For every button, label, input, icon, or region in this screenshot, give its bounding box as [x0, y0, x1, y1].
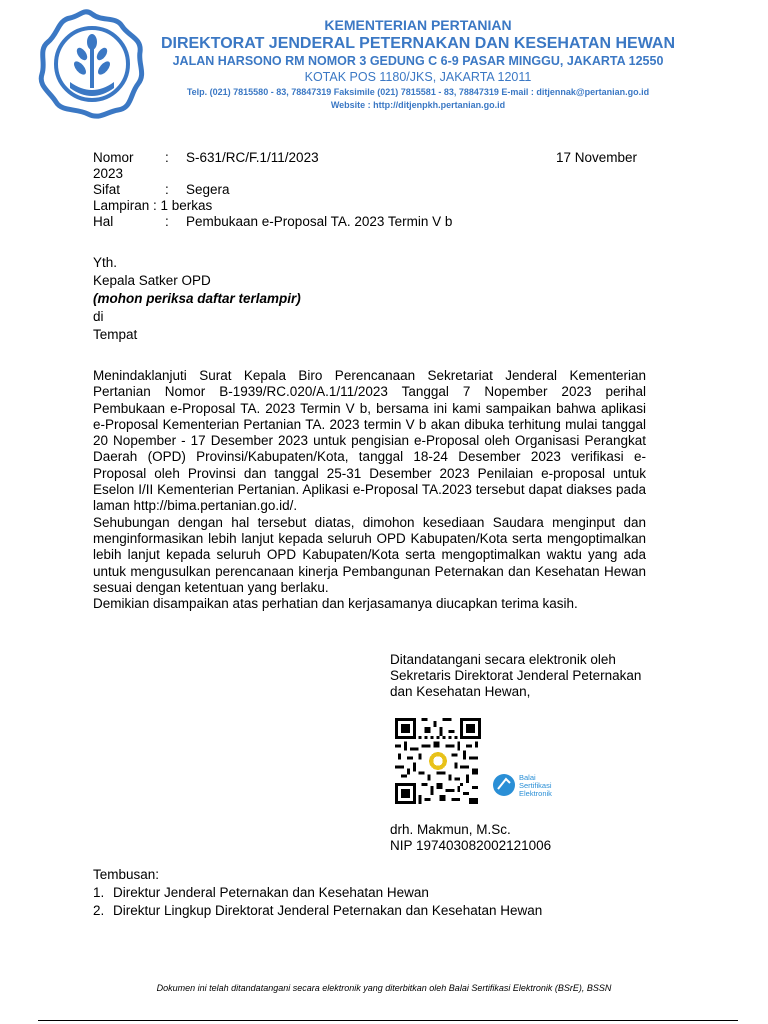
contact-info: Telp. (021) 7815580 - 83, 78847319 Faksimile (021) 7815581 - 83, 78847319 E-mail : ditjennak@pertanian.go.id	[186, 87, 650, 97]
website: Website : http://ditjenpkh.pertanian.go.id	[330, 100, 506, 110]
cc-item-text: Direktur Lingkup Direktorat Jenderal Peternakan dan Kesehatan Hewan	[113, 903, 543, 918]
cc-item-number: 1.	[93, 885, 105, 900]
sifat-colon: :	[165, 182, 169, 197]
signature-line-2: Sekretaris Direktorat Jenderal Peternakan	[390, 668, 642, 683]
hal-colon: :	[165, 214, 169, 229]
cc-item-text: Direktur Jenderal Peternakan dan Kesehatan Hewan	[113, 885, 429, 900]
bsre-logo-icon	[492, 769, 572, 801]
cc-item-number: 2.	[93, 903, 105, 918]
nomor-value: S-631/RC/F.1/11/2023	[186, 150, 319, 165]
carbon-copy-block	[93, 866, 542, 920]
sifat-label: Sifat	[93, 182, 121, 197]
body-paragraph-1: Menindaklanjuti Surat Kepala Biro Perencanaan Sekretariat Jenderal Kementerian Pertanian Nomor B-1939/RC.020/A.1/11/2023 Tanggal 7 Nopember 2023 perihal Pembukaan e-Proposal TA. 2023 Termin V b, bersama ini kami sampaikan bahwa aplikasi e-Proposal Kementerian Pertanian TA. 2023 termin V b akan dibuka terhitung mulai tanggal 20 Nopember - 17 Desember 2023 untuk pengisian e-Proposal oleh Organisasi Perangkat Daerah (OPD) Provinsi/Kabupaten/Kota, tanggal 18-24 Desember 2023 verifikasi e-Proposal oleh Provinsi dan tanggal 25-31 Desember 2023 Penilaian e-proposal untuk Eselon I/II Kementerian Pertanian. Aplikasi e-Proposal TA.2023 tersebut dapat diakses pada laman http://bima.pertanian.go.id/.	[93, 368, 646, 514]
cc-item	[93, 902, 542, 920]
cc-item	[93, 884, 542, 902]
letter-meta	[93, 150, 653, 230]
letterhead	[0, 0, 768, 124]
ministry-logo-icon	[36, 8, 148, 120]
signature-line-1: Ditandatangani secara elektronik oleh	[390, 652, 616, 667]
directorate-name: DIREKTORAT JENDERAL PETERNAKAN DAN KESEHATAN HEWAN	[160, 35, 676, 52]
ministry-name: KEMENTERIAN PERTANIAN	[324, 17, 512, 33]
signature-qr-code-icon	[395, 718, 481, 804]
hal-value: Pembukaan e-Proposal TA. 2023 Termin V b	[186, 214, 453, 229]
footer-divider	[38, 1020, 738, 1021]
footer-note: Dokumen ini telah ditandatangani secara elektronik yang diterbitkan oleh Balai Sertifikasi Elektronik (BSrE), BSSN	[156, 983, 612, 993]
recipient-salutation: Yth.	[93, 255, 118, 270]
lampiran: Lampiran : 1 berkas	[93, 198, 213, 213]
letter-date-year: 2023	[93, 166, 124, 181]
cc-title: Tembusan:	[93, 867, 160, 882]
signature-block	[390, 652, 641, 700]
body-paragraph-2: Sehubungan dengan hal tersebut diatas, dimohon kesediaan Saudara menginput dan menginformasikan lebih lanjut kepada seluruh OPD Kabupaten/Kota serta mengoptimalkan lebih lanjut kepada seluruh OPD Kabupaten/Kota serta mengoptimalkan waktu yang ada untuk mengusulkan perencanaan kinerja Pembangunan Peternakan dan Kesehatan Hewan sesuai dengan ketentuan yang berlaku.	[93, 514, 646, 595]
recipient-note: (mohon periksa daftar terlampir)	[93, 291, 301, 306]
bsre-line-1: Balai	[519, 773, 536, 782]
letter-date: 17 November	[556, 150, 638, 165]
recipient-block	[93, 254, 301, 344]
sifat-value: Segera	[186, 182, 230, 197]
nomor-colon: :	[165, 150, 169, 165]
signer-block	[390, 822, 551, 854]
bsre-line-2: Sertifikasi	[519, 781, 552, 790]
bsre-line-3: Elektronik	[519, 789, 552, 798]
office-address: JALAN HARSONO RM NOMOR 3 GEDUNG C 6-9 PASAR MINGGU, JAKARTA 12550	[172, 54, 664, 68]
po-box: KOTAK POS 1180/JKS, JAKARTA 12011	[304, 70, 532, 84]
signer-nip: NIP 197403082002121006	[390, 838, 552, 853]
hal-label: Hal	[93, 214, 114, 229]
nomor-label: Nomor	[93, 150, 134, 165]
recipient-di: di	[93, 309, 104, 324]
signer-name: drh. Makmun, M.Sc.	[390, 822, 511, 837]
body-paragraph-3: Demikian disampaikan atas perhatian dan kerjasamanya diucapkan terima kasih.	[93, 596, 578, 612]
recipient-name: Kepala Satker OPD	[93, 273, 211, 288]
letter-body	[93, 368, 646, 612]
recipient-place: Tempat	[93, 327, 138, 342]
signature-line-3: dan Kesehatan Hewan,	[390, 684, 531, 699]
